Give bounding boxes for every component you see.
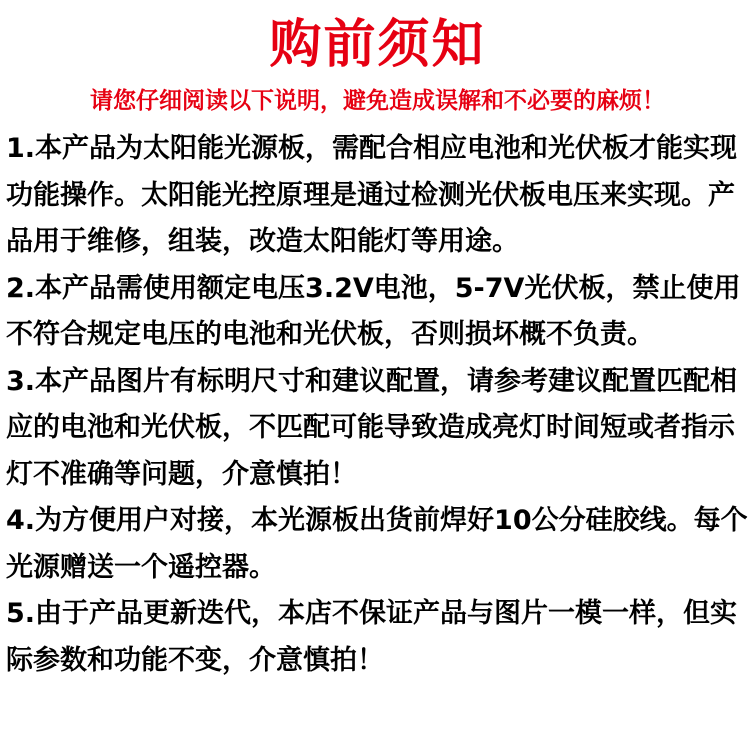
notice-title: 购前须知	[269, 15, 486, 75]
notice-item-1: 1.本产品为太阳能光源板，需配合相应电池和光伏板才能实现功能操作。太阳能光控原理是通过检测光伏板电压来实现。产品用于维修，组装，改造太阳能灯等用途。	[6, 133, 738, 257]
notice-item-4: 4.为方便用户对接，本光源板出货前焊好10公分硅胶线。每个光源赠送一个遥控器。	[6, 505, 748, 583]
notice-item-3: 3.本产品图片有标明尺寸和建议配置，请参考建议配置匹配相应的电池和光伏板，不匹配可能导致造成亮灯时间短或者指示灯不准确等问题，介意慎拍！	[6, 365, 738, 490]
notice-subtitle: 请您仔细阅读以下说明，避免造成误解和不必要的麻烦！	[90, 88, 665, 114]
notice-item-5: 5.由于产品更新迭代，本店不保证产品与图片一模一样，但实际参数和功能不变，介意慎拍！	[6, 598, 738, 676]
notice-item-2: 2.本产品需使用额定电压3.2V电池，5-7V光伏板，禁止使用不符合规定电压的电池和光伏板，否则损坏概不负责。	[6, 272, 741, 350]
notice-items	[6, 126, 749, 684]
